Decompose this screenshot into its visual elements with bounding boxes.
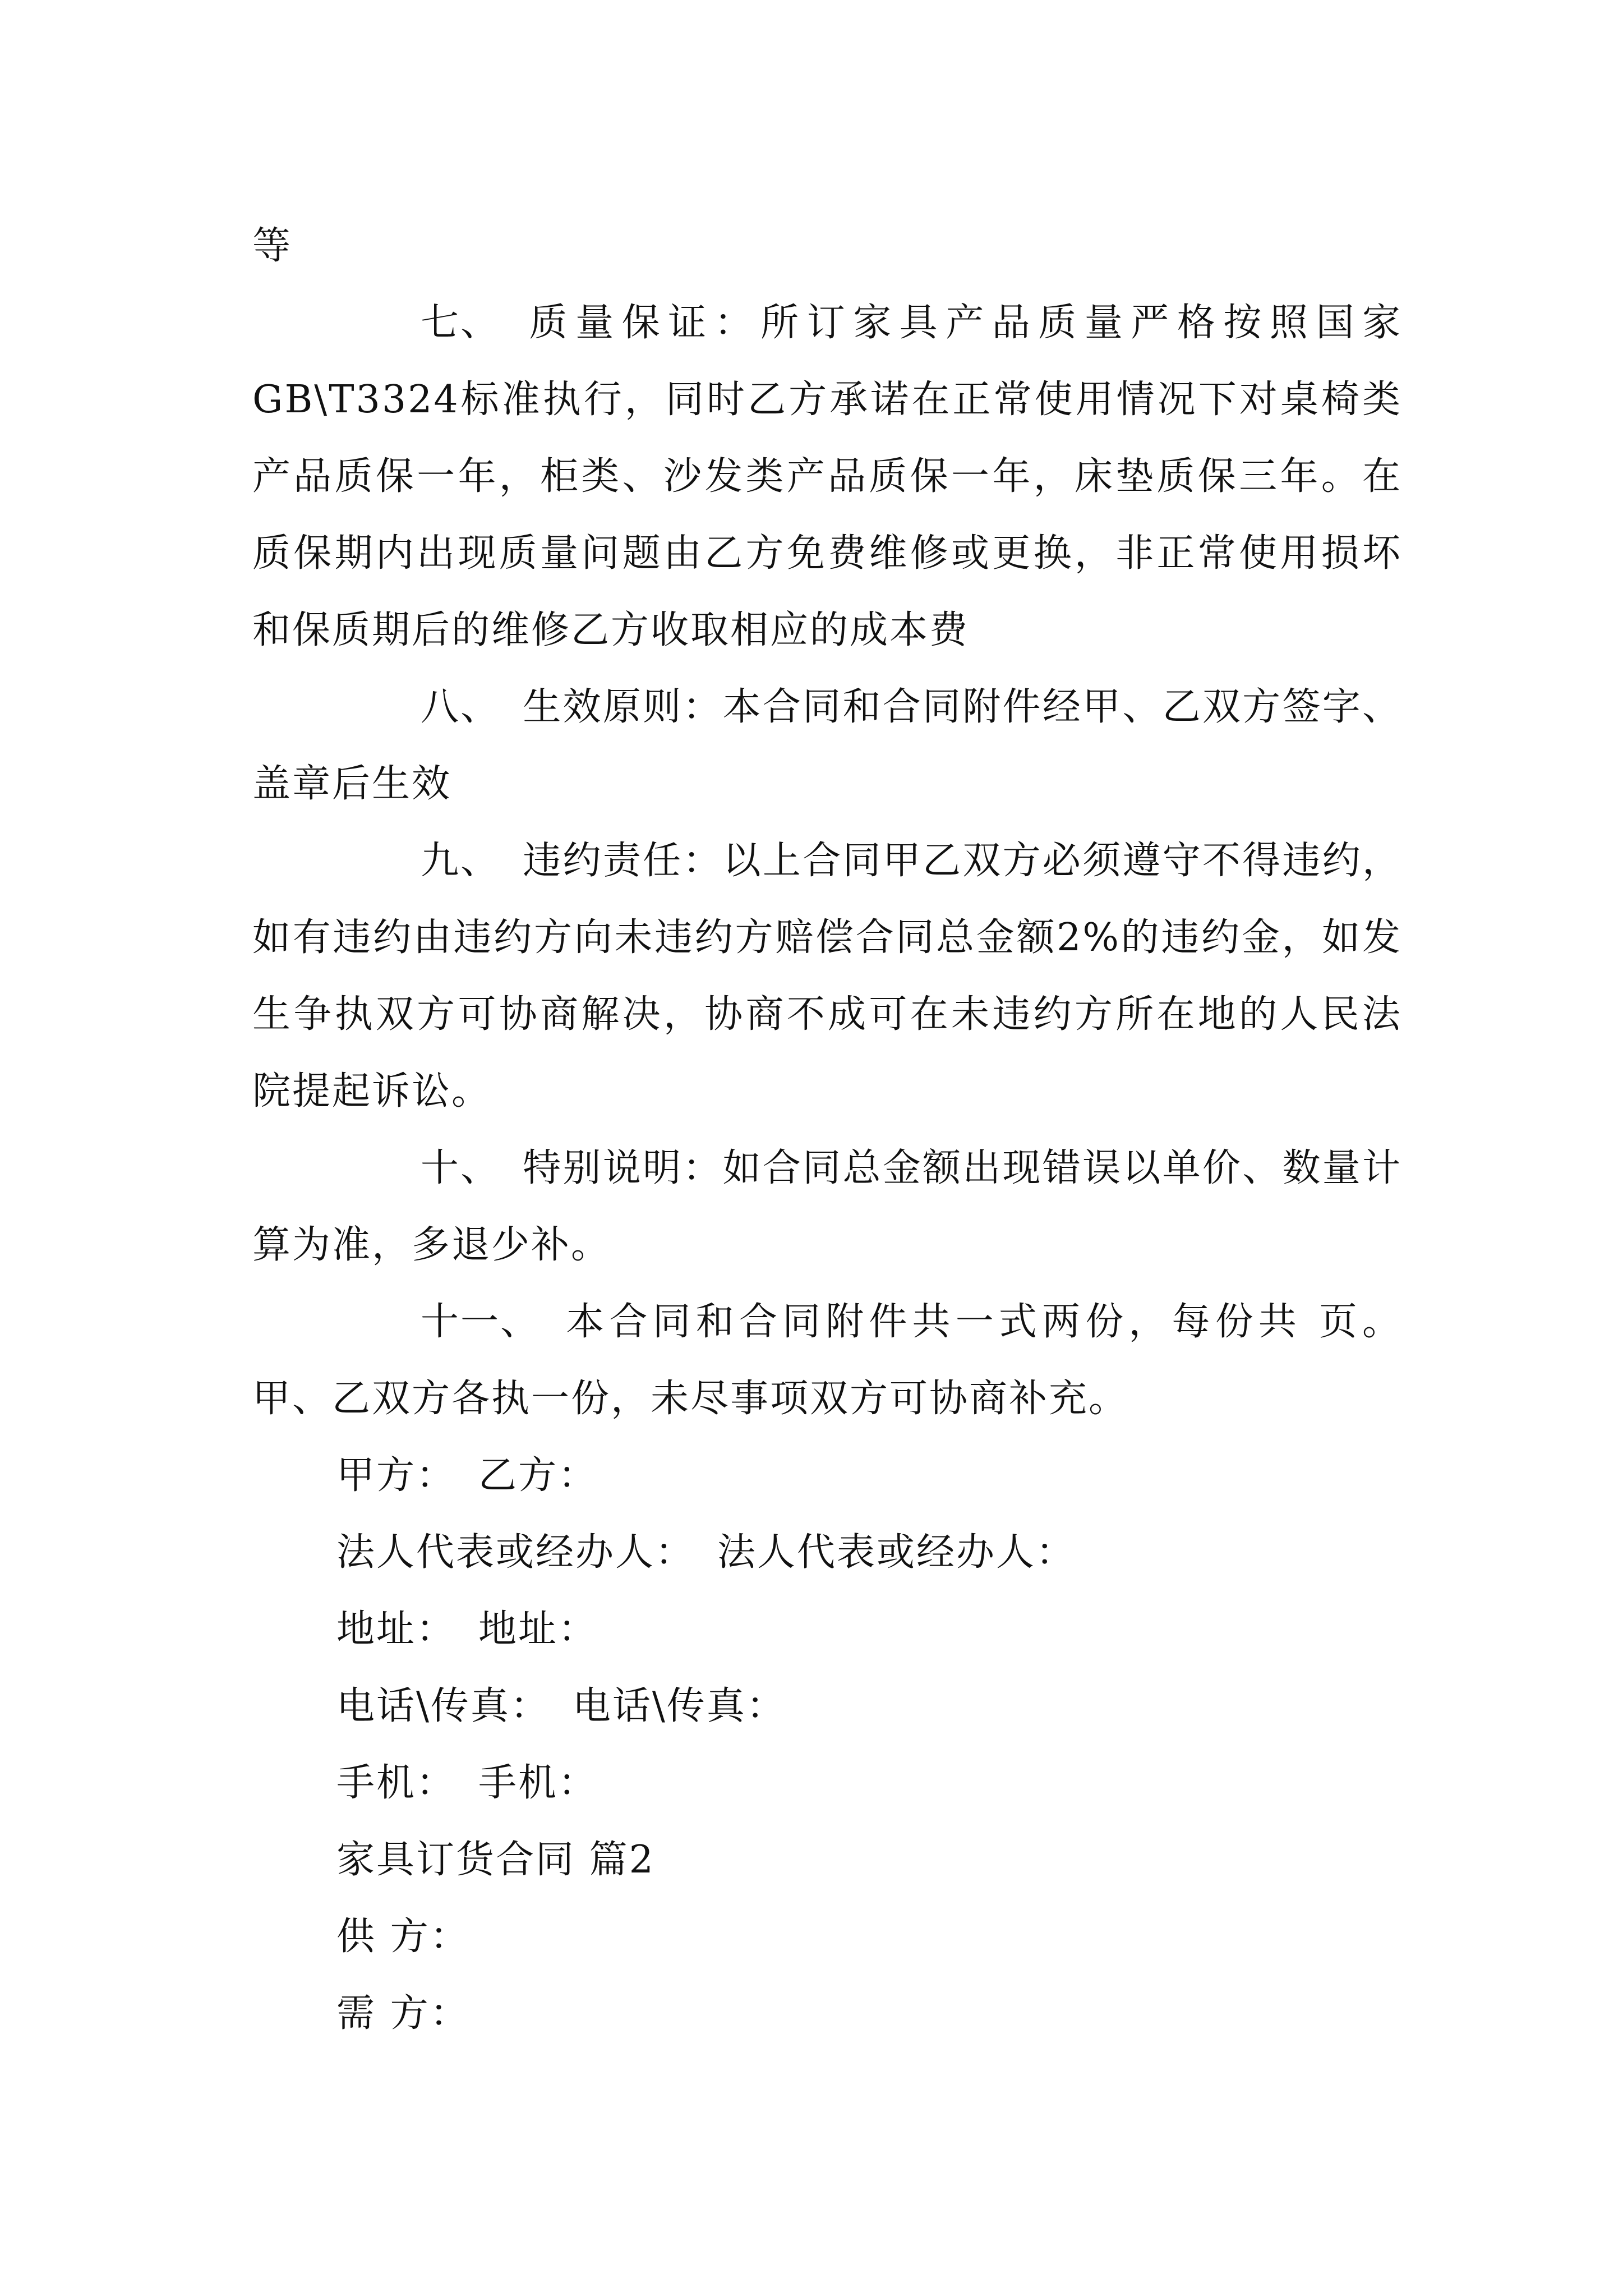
phone-b-label: 电话\传真： [572,1684,786,1728]
section-text: 本合同和合同附件共一式两份，每份共 页。甲、乙双方各执一份，未尽事项双方可协商补充。 [252,1300,1402,1421]
party-a-label: 甲方： [336,1453,457,1498]
section-number: 七、 [421,301,501,345]
address-a-label: 地址： [336,1607,457,1651]
signature-mobile-line [252,1745,1402,1821]
rep-b-label: 法人代表或经办人： [717,1530,1076,1575]
next-contract-title [252,1821,1402,1898]
mobile-b-label: 手机： [478,1761,598,1805]
section-text: 违约责任：以上合同甲乙双方必须遵守不得违约，如有违约由违约方向未违约方赔偿合同总金额2%的违约金，如发生争执双方可协商解决，协商不成可在未违约方所在地的人民法院提起诉讼。 [252,839,1402,1114]
leading-fragment-text: 等 [252,224,293,268]
section-text: 质量保证：所订家具产品质量严格按照国家GB\T3324标准执行，同时乙方承诺在正常使用情况下对桌椅类产品质保一年，柜类、沙发类产品质保一年，床垫质保三年。在质保期内出现质量问题由乙方免费维修或更换，非正常使用损坏和保质期后的维修乙方收取相应的成本费 [252,301,1402,652]
section-number: 十一、 [421,1300,541,1344]
address-b-label: 地址： [478,1607,598,1651]
buyer-label: 需 方： [336,1991,470,2036]
signature-parties-line [252,1437,1402,1514]
section-number: 十、 [421,1146,501,1190]
signature-representative-line [252,1514,1402,1591]
mobile-a-label: 手机： [336,1761,457,1805]
next-contract-title-text: 家具订货合同 篇2 [336,1838,655,1882]
section-special-notes [252,1130,1402,1283]
party-b-label: 乙方： [478,1453,598,1498]
signature-phone-line [252,1668,1402,1745]
supplier-line [252,1898,1402,1975]
section-number: 八、 [421,685,501,729]
buyer-line [252,1975,1402,2052]
section-quality-guarantee [252,284,1402,669]
section-number: 九、 [421,839,501,883]
section-breach-liability [252,822,1402,1130]
section-effective-principle [252,669,1402,822]
section-copies [252,1283,1402,1437]
leading-fragment [252,208,1402,284]
phone-a-label: 电话\传真： [336,1684,550,1728]
supplier-label: 供 方： [336,1915,470,1959]
contract-body [252,208,1402,2052]
section-text: 生效原则：本合同和合同附件经甲、乙双方签字、盖章后生效 [252,685,1402,806]
signature-address-line [252,1591,1402,1668]
rep-a-label: 法人代表或经办人： [336,1530,695,1575]
section-text: 特别说明：如合同总金额出现错误以单价、数量计算为准，多退少补。 [252,1146,1402,1267]
